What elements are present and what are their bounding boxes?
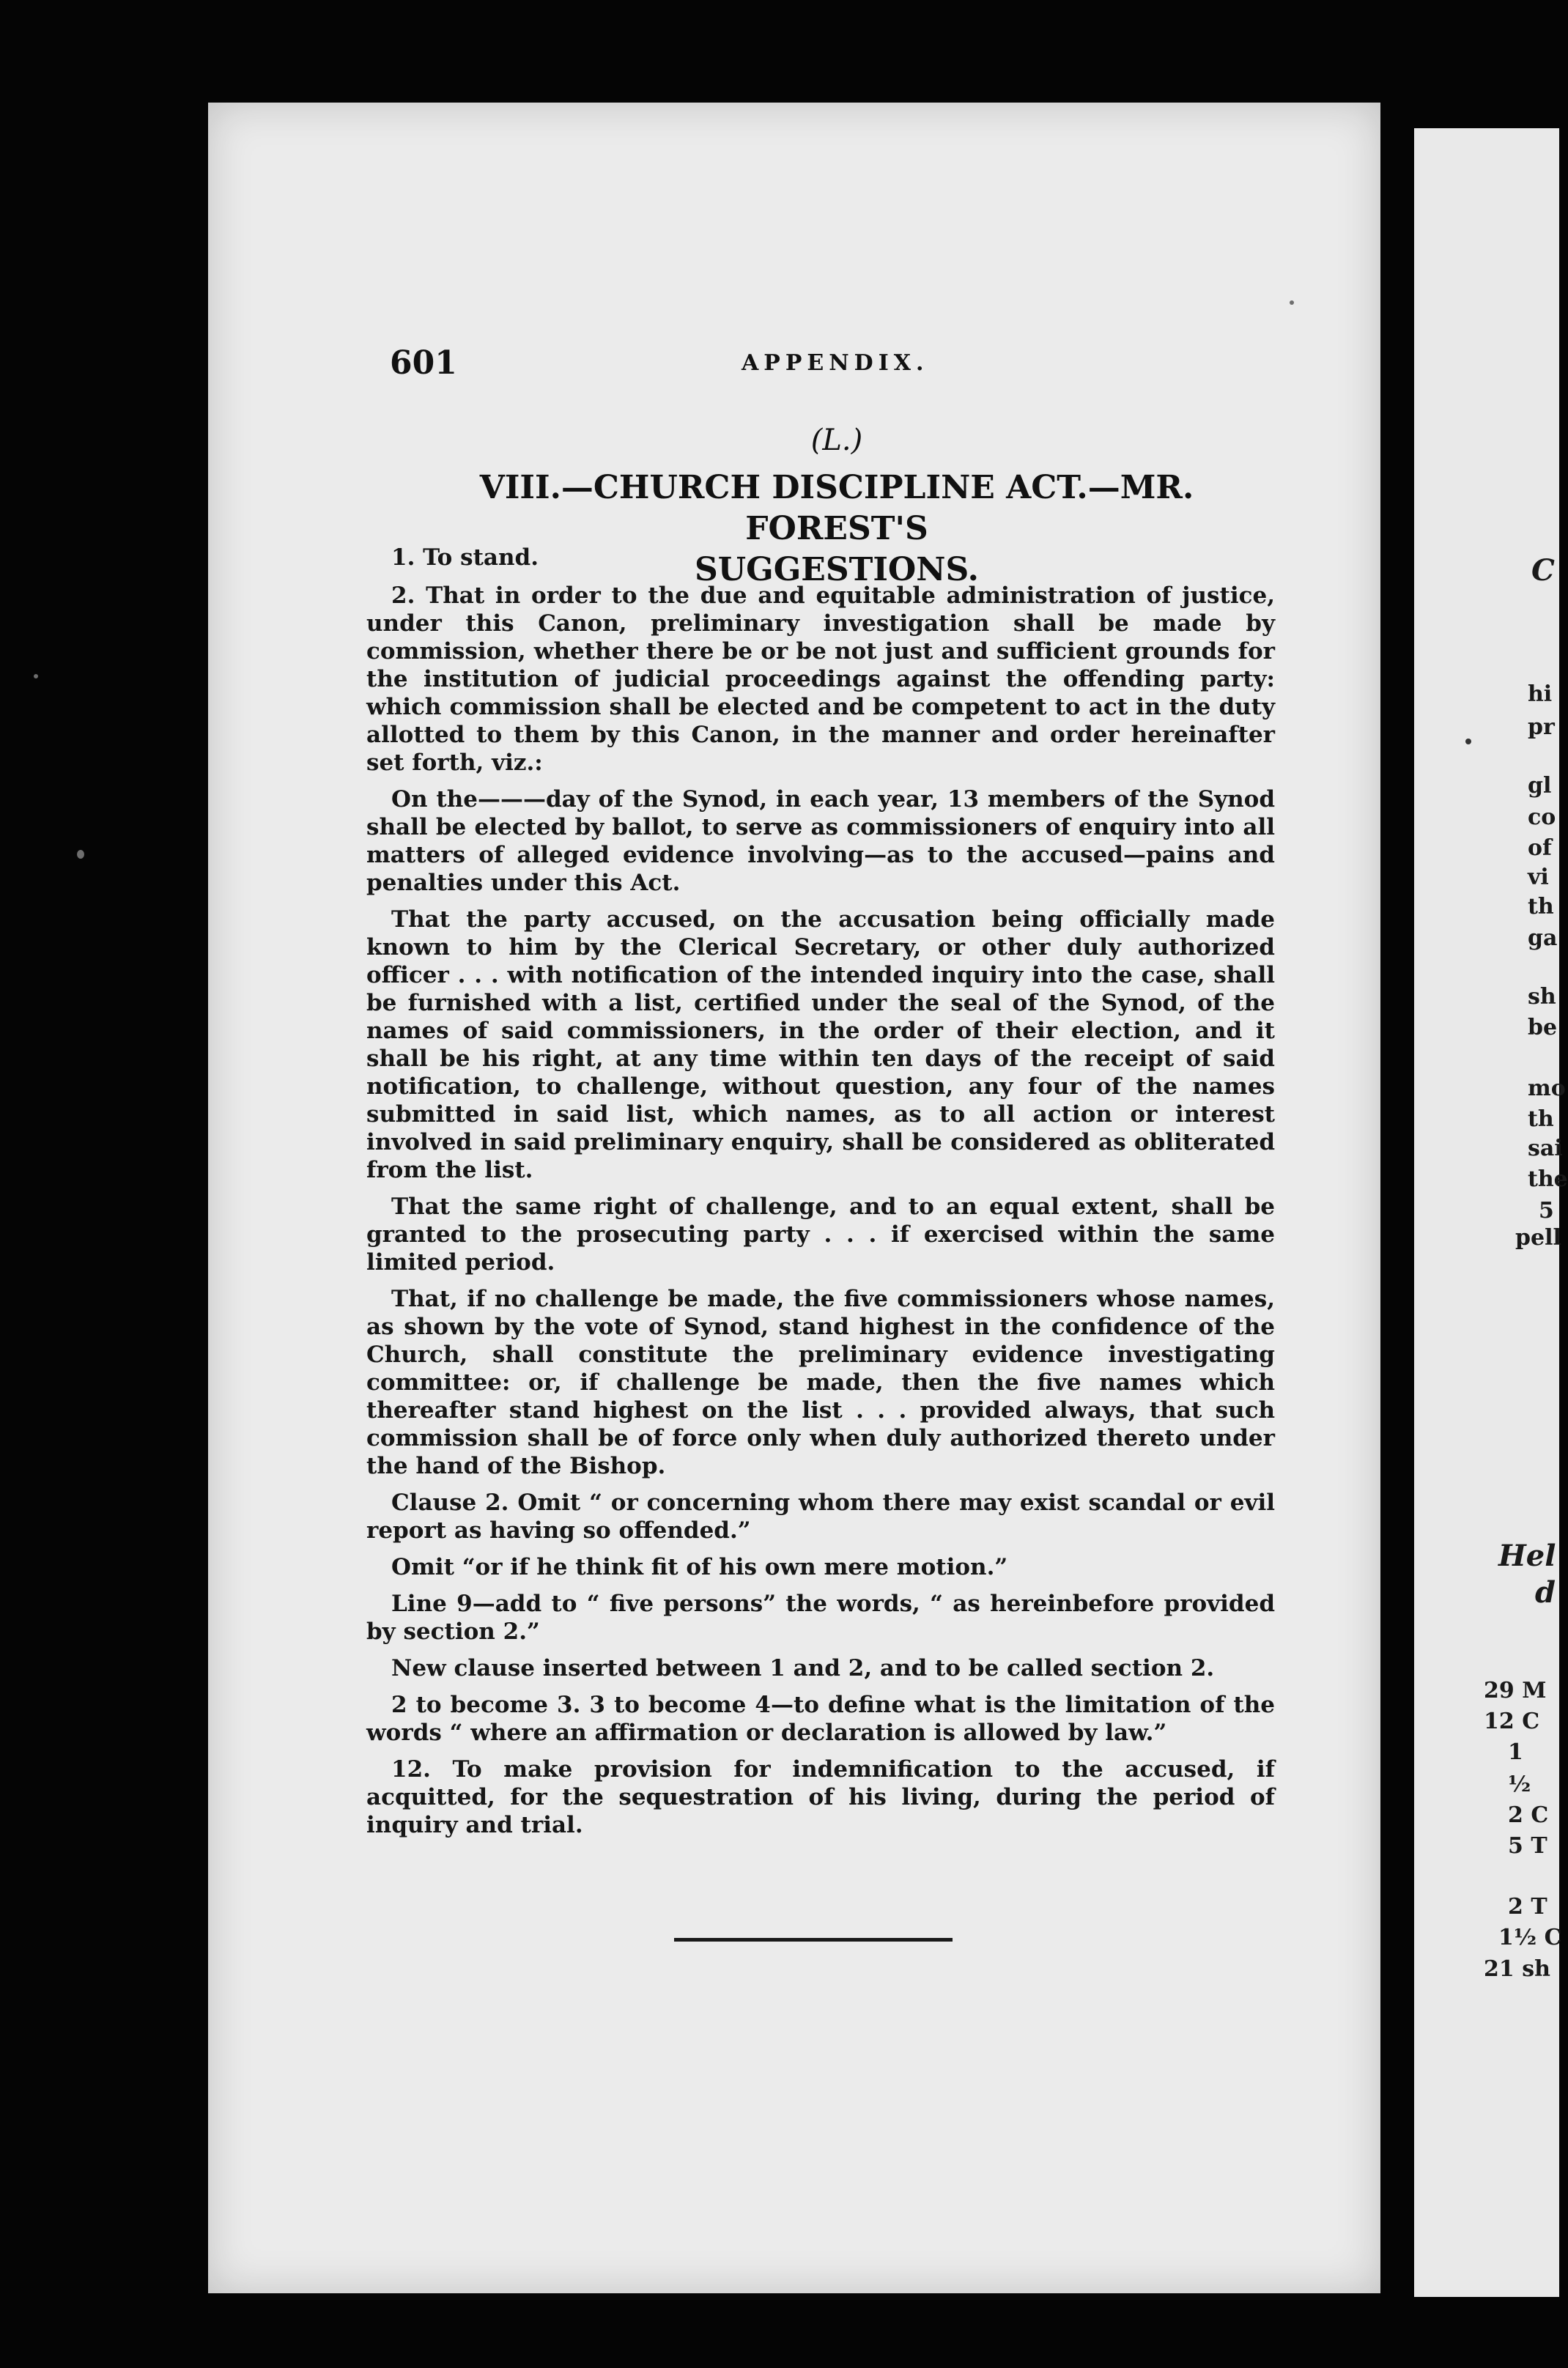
adjacent-fragment: pell — [1515, 1225, 1561, 1251]
adjacent-fragment: 21 sh — [1484, 1956, 1550, 1982]
adjacent-fragment: hi — [1528, 681, 1553, 707]
section-heading-line-2: SUGGESTIONS. — [694, 551, 979, 588]
section-letter: (L.) — [810, 423, 863, 457]
adjacent-fragment: 1½ C — [1498, 1925, 1562, 1950]
adjacent-fragment: d — [1535, 1575, 1556, 1610]
page-number: 601 — [390, 344, 457, 382]
adjacent-fragment: sh — [1528, 984, 1556, 1010]
adjacent-fragment: of — [1528, 835, 1552, 861]
adjacent-fragment: ga — [1528, 925, 1558, 951]
adjacent-fragment: Hel — [1498, 1539, 1556, 1573]
film-speck — [34, 674, 38, 678]
film-speck — [1290, 300, 1294, 305]
paragraph: Clause 2. Omit “ or concerning whom there may exist scandal or evil report as having so offended.” — [366, 1490, 1275, 1544]
paragraph: Omit “or if he think fit of his own mere motion.” — [391, 1554, 1008, 1580]
adjacent-fragment: 2 C — [1508, 1802, 1549, 1828]
running-head — [390, 344, 1284, 388]
paragraph: Line 9—add to “ five persons” the words, “ as hereinbefore provided by section 2.” — [366, 1591, 1275, 1645]
paragraph: On the———day of the Synod, in each year, 13 members of the Synod shall be elected by ballot, to serve as commissioners of enquiry into all matters of alleged evidence involving—as to the accused—pains and penalties under this Act. — [366, 786, 1275, 896]
paragraph: 12. To make provision for indemnification to the accused, if acquitted, for the sequestration of his living, during the period of inquiry and trial. — [366, 1756, 1275, 1838]
paragraph: That, if no challenge be made, the five commissioners whose names, as shown by the vote of Synod, stand highest in the confidence of the Church, shall constitute the preliminary evidence investigating committee: or, if challenge be made, then the five names which thereafter stand highest on the list . . . provided always, that such commission shall be of force only when duly authorized thereto under the hand of the Bishop. — [366, 1286, 1275, 1479]
paragraph: 2. That in order to the due and equitable administration of justice, under this Canon, preliminary investigation shall be made by commission, whether there be or be not just and sufficient grounds for the institution of judicial proceedings against the offending party: which commission shall be elected and be competent to act in the duty allotted to them by this Canon, in the manner and order hereinafter set forth, viz.: — [366, 582, 1275, 776]
film-speck — [1465, 739, 1471, 744]
adjacent-fragment: be — [1528, 1015, 1558, 1040]
adjacent-fragment: 5 — [1539, 1198, 1554, 1224]
paragraph: 1. To stand. — [391, 544, 539, 571]
section-heading-line-1: VIII.—CHURCH DISCIPLINE ACT.—MR. FOREST'S — [479, 469, 1194, 547]
body-text — [366, 544, 1275, 1848]
adjacent-fragment: the — [1528, 1166, 1568, 1192]
adjacent-fragment: 1 — [1508, 1739, 1523, 1765]
adjacent-fragment: sai — [1528, 1136, 1563, 1161]
adjacent-fragment: 12 C — [1484, 1709, 1540, 1734]
adjacent-fragment: 5 T — [1508, 1833, 1547, 1859]
paragraph: That the party accused, on the accusation being officially made known to him by the Clerical Secretary, or other duly authorized officer . . . with notification of the intended inquiry into the case, shall be furnished with a list, certified under the seal of the Synod, of the names of said commissioners, in the order of their election, and it shall be his right, at any time within ten days of the receipt of said notification, to challenge, without question, any four of the names submitted in said list, which names, as to all action or interest involved in said preliminary enquiry, shall be considered as obliterated from the list. — [366, 906, 1275, 1183]
adjacent-fragment: co — [1528, 804, 1556, 830]
adjacent-fragment: mo — [1528, 1076, 1566, 1101]
adjacent-fragment: th — [1528, 1106, 1554, 1132]
section-end-rule — [674, 1938, 953, 1942]
adjacent-fragment: 29 M — [1484, 1678, 1547, 1703]
adjacent-fragment: ½ — [1508, 1772, 1531, 1797]
paragraph: New clause inserted between 1 and 2, and to be called section 2. — [391, 1655, 1215, 1681]
adjacent-fragment: pr — [1528, 714, 1555, 740]
adjacent-fragment: gl — [1528, 773, 1552, 799]
adjacent-fragment: vi — [1528, 865, 1549, 890]
film-speck — [77, 850, 84, 859]
paragraph: 2 to become 3. 3 to become 4—to define what is the limitation of the words “ where an affirmation or declaration is allowed by law.” — [366, 1692, 1275, 1746]
adjacent-fragment: th — [1528, 894, 1554, 920]
adjacent-fragment: C — [1531, 553, 1555, 588]
running-title: APPENDIX. — [742, 350, 929, 376]
adjacent-fragment: 2 T — [1508, 1894, 1547, 1920]
paragraph: That the same right of challenge, and to an equal extent, shall be granted to the prosecuting party . . . if exercised within the same limited period. — [366, 1194, 1275, 1276]
